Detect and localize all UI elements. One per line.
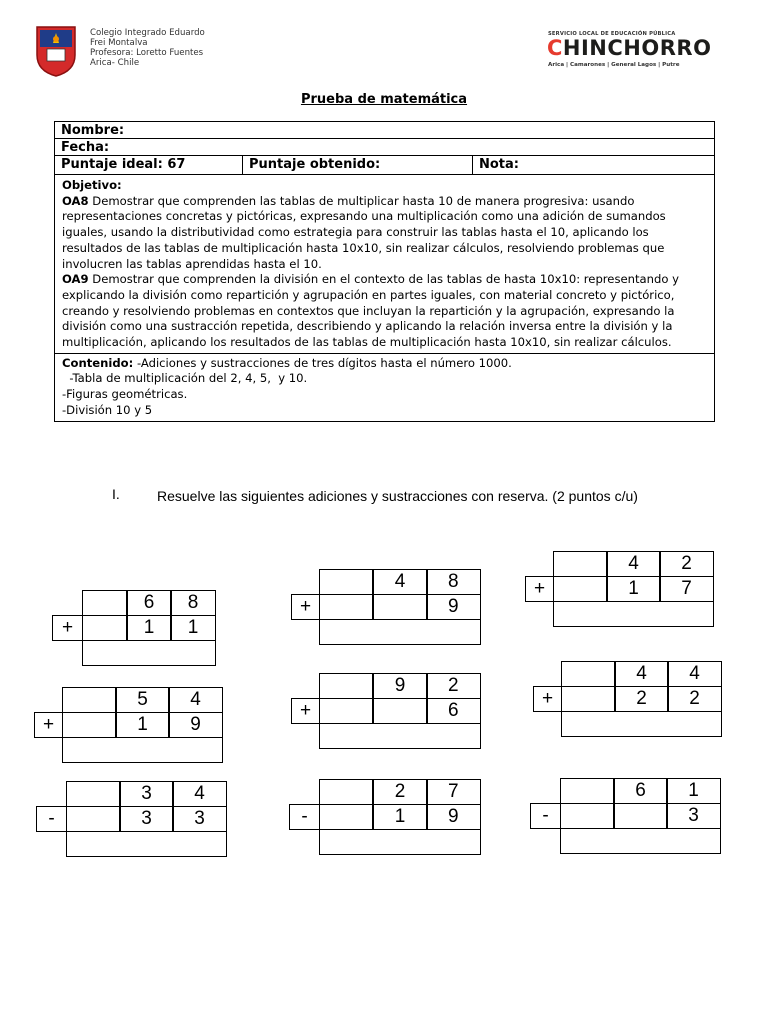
puntaje-obtenido[interactable]: Puntaje obtenido:: [243, 156, 473, 174]
bottom-digit-cell: [560, 803, 615, 829]
contenido-line: -Figuras geométricas.: [62, 387, 188, 402]
bottom-digit-cell: 9: [426, 594, 481, 620]
bottom-digit-cell: 7: [659, 576, 714, 602]
answer-box[interactable]: [319, 723, 481, 749]
top-digit-cell: 3: [119, 781, 174, 807]
top-digit-cell: [62, 687, 117, 713]
top-digit-cell: 4: [372, 569, 427, 595]
plus-operator: +: [52, 615, 83, 641]
top-digit-cell: 2: [659, 551, 714, 577]
plus-operator: +: [291, 698, 320, 724]
answer-box[interactable]: [82, 640, 216, 666]
top-digit-cell: [82, 590, 128, 616]
objetivo-label: Objetivo:: [62, 178, 122, 192]
top-digit-cell: 1: [666, 778, 721, 804]
oa9-label: OA9: [62, 272, 89, 287]
top-digit-cell: 4: [667, 661, 722, 687]
chinchorro-logo-text: HINCHORRO: [562, 36, 712, 60]
top-digit-cell: 2: [372, 779, 427, 805]
top-digit-cell: 2: [426, 673, 481, 699]
puntaje-ideal: Puntaje ideal: 67: [55, 156, 243, 174]
question-text: Resuelve las siguientes adiciones y sustracciones con reserva. (2 puntos c/u): [157, 488, 638, 504]
bottom-digit-cell: 1: [372, 804, 427, 830]
answer-box[interactable]: [319, 829, 481, 855]
bottom-digit-cell: 1: [170, 615, 216, 641]
bottom-digit-cell: [319, 594, 374, 620]
contenido-line: -División 10 y 5: [62, 402, 153, 417]
bottom-digit-cell: [319, 698, 374, 724]
objetivos: [55, 175, 714, 354]
answer-box[interactable]: [62, 737, 223, 763]
chinchorro-communes: Arica | Camarones | General Lagos | Putre: [548, 62, 680, 68]
answer-box[interactable]: [560, 828, 721, 854]
top-digit-cell: [319, 673, 374, 699]
school-crest-icon: [35, 25, 77, 77]
bottom-digit-cell: [62, 712, 117, 738]
bottom-digit-cell: [319, 804, 374, 830]
top-digit-cell: 6: [126, 590, 172, 616]
minus-operator: -: [289, 804, 320, 830]
bottom-digit-cell: 3: [119, 806, 174, 832]
bottom-digit-cell: [66, 806, 121, 832]
bottom-digit-cell: [561, 686, 616, 712]
bottom-digit-cell: 9: [168, 712, 223, 738]
score-row: [55, 156, 714, 175]
answer-box[interactable]: [66, 831, 227, 857]
answer-box[interactable]: [319, 619, 481, 645]
school-info: [90, 28, 205, 68]
top-digit-cell: 4: [614, 661, 669, 687]
top-digit-cell: [66, 781, 121, 807]
student-info-table: [54, 121, 715, 422]
top-digit-cell: 8: [170, 590, 216, 616]
contenido-line: -Adiciones y sustracciones de tres dígitos hasta el número 1000.: [133, 355, 512, 370]
bottom-digit-cell: 2: [667, 686, 722, 712]
minus-operator: -: [36, 806, 67, 832]
bottom-digit-cell: [82, 615, 128, 641]
top-digit-cell: 4: [172, 781, 227, 807]
top-digit-cell: 4: [168, 687, 223, 713]
plus-operator: +: [291, 594, 320, 620]
bottom-digit-cell: 6: [426, 698, 481, 724]
chinchorro-logo: [547, 36, 711, 60]
bottom-digit-cell: [553, 576, 608, 602]
top-digit-cell: 7: [426, 779, 481, 805]
contenido-label: Contenido:: [62, 355, 134, 370]
fecha-row[interactable]: Fecha:: [55, 139, 714, 156]
top-digit-cell: 8: [426, 569, 481, 595]
bottom-digit-cell: 3: [666, 803, 721, 829]
chinchorro-logo-c: C: [547, 36, 563, 60]
bottom-digit-cell: 1: [606, 576, 661, 602]
top-digit-cell: [319, 569, 374, 595]
top-digit-cell: 5: [115, 687, 170, 713]
top-digit-cell: [561, 661, 616, 687]
plus-operator: +: [525, 576, 554, 602]
bottom-digit-cell: [613, 803, 668, 829]
nombre-row[interactable]: Nombre:: [55, 122, 714, 139]
minus-operator: -: [530, 803, 561, 829]
bottom-digit-cell: [372, 594, 427, 620]
top-digit-cell: 6: [613, 778, 668, 804]
plus-operator: +: [34, 712, 63, 738]
oa8-label: OA8: [62, 193, 89, 208]
school-line: Colegio Integrado Eduardo: [90, 28, 205, 38]
nota[interactable]: Nota:: [479, 157, 519, 172]
top-digit-cell: 9: [372, 673, 427, 699]
answer-box[interactable]: [561, 711, 722, 737]
oa9-text: Demostrar que comprenden la división en el contexto de las tablas de hasta 10x10: representando y explicando la división como repartición y agrupación en partes iguales, con material concreto y pictórico, creando y resolviendo problemas en contextos que incluyan la repartición y la agrupación, expresando la división como una sustracción repetida, describiendo y aplicando la relación inversa entre la división y la multiplicación, aplicando los resultados de las tablas de multiplicación hasta 10x10, sin realizar cálculos.: [62, 272, 679, 350]
bottom-digit-cell: 1: [115, 712, 170, 738]
bottom-digit-cell: 1: [126, 615, 172, 641]
page-title: Prueba de matemática: [300, 92, 468, 107]
top-digit-cell: [319, 779, 374, 805]
bottom-digit-cell: 3: [172, 806, 227, 832]
bottom-digit-cell: 2: [614, 686, 669, 712]
contenido-line: -Tabla de multiplicación del 2, 4, 5, y 10.: [62, 371, 308, 386]
top-digit-cell: [560, 778, 615, 804]
school-line: Frei Montalva: [90, 38, 148, 48]
oa8-text: Demostrar que comprenden las tablas de multiplicar hasta 10 de manera progresiva: usando representaciones concretas y pictóricas, expresando una multiplicación como una adición de sumandos iguales, usando la distributividad como estrategia para construir las tablas hasta el 10, aplicando los resultados de las tablas de multiplicación hasta 10x10, sin realizar cálculos, resolviendo problemas que involucren las tablas aprendidas hasta el 10.: [62, 193, 666, 271]
question-number: I.: [112, 486, 120, 502]
top-digit-cell: 4: [606, 551, 661, 577]
bottom-digit-cell: 9: [426, 804, 481, 830]
answer-box[interactable]: [553, 601, 714, 627]
chinchorro-service-label: SERVICIO LOCAL DE EDUCACIÓN PÚBLICA: [548, 31, 676, 37]
bottom-digit-cell: [372, 698, 427, 724]
school-line: Arica- Chile: [90, 58, 140, 68]
school-line: Profesora: Loretto Fuentes: [90, 48, 204, 58]
contenido: [55, 354, 714, 421]
top-digit-cell: [553, 551, 608, 577]
plus-operator: +: [533, 686, 562, 712]
